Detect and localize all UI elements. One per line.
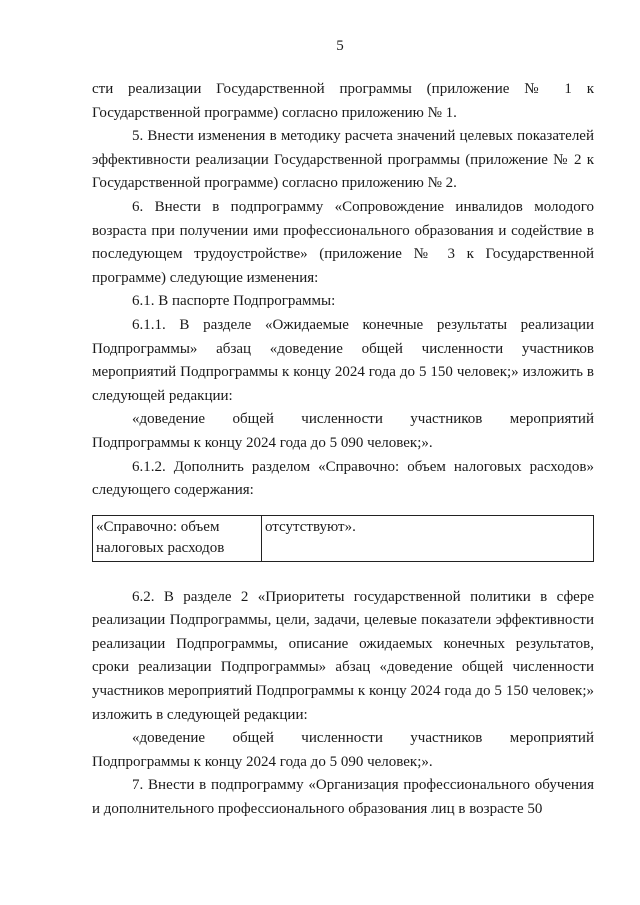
- tax-expenses-table: [92, 515, 594, 562]
- document-body: [92, 78, 594, 822]
- paragraph-item-6-1: 6.1. В паспорте Подпрограммы:: [132, 293, 336, 310]
- paragraph-item-6-2: 6.2. В разделе 2 «Приоритеты государственной политики в сфере реализации Подпрограммы, цели, задачи, целевые показатели эффективности реализации Подпрограммы, описание ожидаемых конечных результатов, сроки реализации Подпрограммы» абзац «доведение общей численности участников мероприятий Подпрограммы к концу 2024 года до 5 150 человек;» изложить в следующей редакции:: [92, 588, 594, 723]
- paragraph-quote-6-1-1: «доведение общей численности участников мероприятий Подпрограммы к концу 2024 года до 5 090 человек;».: [92, 411, 594, 451]
- paragraph-item-6: 6. Внести в подпрограмму «Сопровождение инвалидов молодого возраста при получении ими профессионального образования и содействие в последующем трудоустройстве» (приложение № 3 к Государственной программе) следующие изменения:: [92, 198, 594, 286]
- paragraph-item-6-1-1: 6.1.1. В разделе «Ожидаемые конечные результаты реализации Подпрограммы» абзац «доведение общей численности участников мероприятий Подпрограммы к концу 2024 года до 5 150 человек;» изложить в следующей редакции:: [92, 316, 594, 404]
- table-label-cell: «Справочно: объем налоговых расходов: [93, 515, 262, 561]
- paragraph-continuation: сти реализации Государственной программы (приложение № 1 к Государственной программе) согласно приложению № 1.: [92, 81, 594, 121]
- page-number: 5: [336, 38, 344, 54]
- paragraph-quote-6-2: «доведение общей численности участников мероприятий Подпрограммы к концу 2024 года до 5 090 человек;».: [92, 730, 594, 770]
- paragraph-item-6-1-2: 6.1.2. Дополнить разделом «Справочно: объем налоговых расходов» следующего содержания:: [92, 458, 594, 499]
- paragraph-item-7: 7. Внести в подпрограмму «Организация профессионального обучения и дополнительного профессионального образования лиц в возрасте 50: [92, 777, 594, 818]
- table-value-cell: отсутствуют».: [262, 515, 594, 561]
- table-row: [93, 515, 594, 561]
- paragraph-item-5: 5. Внести изменения в методику расчета значений целевых показателей эффективности реализации Государственной программы (приложение № 2 к Государственной программе) согласно приложению № 2.: [92, 128, 594, 192]
